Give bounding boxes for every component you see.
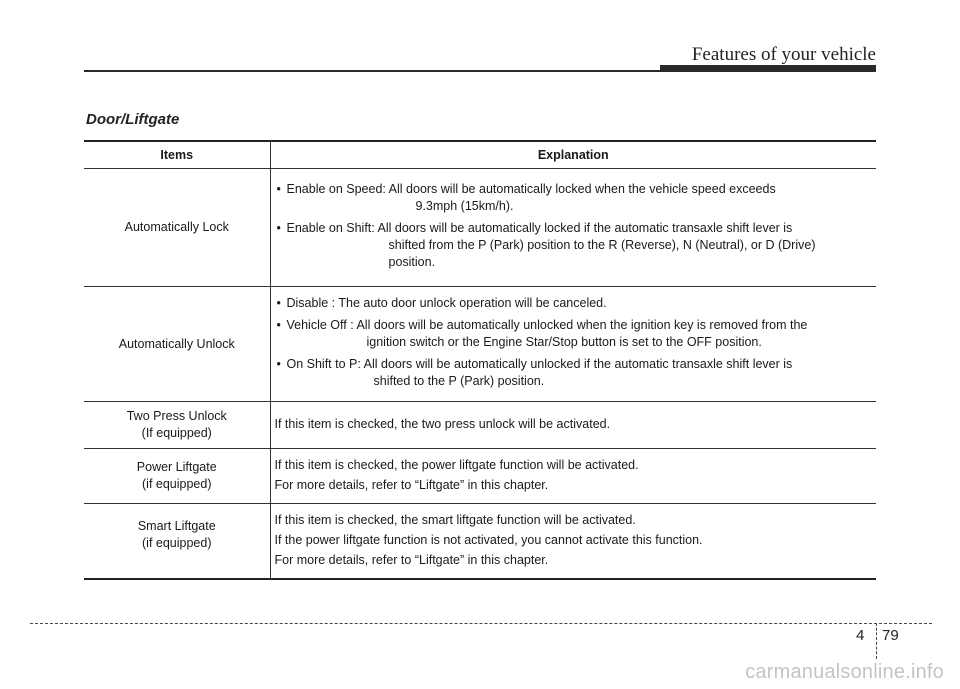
item-sublabel: (if equipped)	[142, 477, 212, 491]
footer-divider	[30, 623, 932, 624]
item-power-liftgate	[84, 449, 270, 504]
bullet-continuation: 9.3mph (15km/h).	[415, 199, 514, 213]
item-label: Automatically Lock	[124, 220, 229, 234]
explanation-line: If this item is checked, the power liftgate function will be activated.	[274, 458, 639, 472]
table-row	[84, 504, 876, 580]
bullet-text: Enable on Shift: All doors will be automatically locked if the automatic transaxle shift lever is	[286, 221, 793, 235]
page-number: 79	[882, 627, 899, 644]
header-rule-accent	[660, 65, 876, 72]
footer-page-divider	[876, 623, 877, 659]
table-row	[84, 402, 876, 449]
item-label: Two Press Unlock	[126, 409, 227, 423]
explanation-line: For more details, refer to “Liftgate” in this chapter.	[274, 553, 549, 567]
bullet-text: Enable on Speed: All doors will be automatically locked when the vehicle speed exceeds	[286, 182, 776, 196]
chapter-number: 4	[856, 627, 865, 644]
explanation-cell	[270, 287, 876, 402]
bullet-continuation: shifted from the P (Park) position to the R (Reverse), N (Neutral), or D (Drive)	[388, 238, 816, 252]
table-row	[84, 449, 876, 504]
bullet-item	[275, 220, 869, 271]
explanation-cell	[270, 402, 876, 449]
item-automatically-unlock	[84, 287, 270, 402]
item-label: Power Liftgate	[136, 460, 217, 474]
item-label: Automatically Unlock	[118, 336, 235, 351]
item-automatically-lock	[84, 169, 270, 287]
explanation-cell	[270, 169, 876, 287]
column-header-items: Items	[84, 141, 270, 169]
bullet-continuation: ignition switch or the Engine Star/Stop button is set to the OFF position.	[366, 335, 762, 349]
item-label: Smart Liftgate	[137, 519, 216, 533]
bullet-text: On Shift to P: All doors will be automatically unlocked if the automatic transaxle shift lever is	[286, 357, 793, 371]
bullet-item	[275, 356, 869, 390]
table-row	[84, 169, 876, 287]
explanation-line: If this item is checked, the two press unlock will be activated.	[274, 417, 611, 431]
explanation-cell	[270, 449, 876, 504]
table-header-row	[84, 141, 876, 169]
bullet-continuation: shifted to the P (Park) position.	[373, 374, 545, 388]
item-two-press-unlock	[84, 402, 270, 449]
item-sublabel: (if equipped)	[142, 536, 212, 550]
explanation-line: If this item is checked, the smart liftgate function will be activated.	[274, 513, 636, 527]
watermark-text: carmanualsonline.info	[745, 661, 944, 683]
explanation-cell	[270, 504, 876, 580]
section-title: Door/Liftgate	[86, 111, 180, 128]
bullet-item	[275, 181, 869, 215]
bullet-item	[275, 317, 869, 351]
page-header-title: Features of your vehicle	[691, 44, 876, 65]
bullet-text: Disable : The auto door unlock operation will be canceled.	[286, 296, 607, 310]
bullet-item	[275, 295, 869, 312]
bullet-continuation: position.	[388, 255, 436, 269]
bullet-text: Vehicle Off : All doors will be automatically unlocked when the ignition key is removed from the	[286, 318, 808, 332]
column-header-explanation: Explanation	[270, 141, 876, 169]
item-sublabel: (If equipped)	[141, 426, 212, 440]
item-smart-liftgate	[84, 504, 270, 580]
explanation-line: If the power liftgate function is not activated, you cannot activate this function.	[274, 533, 703, 547]
explanation-line: For more details, refer to “Liftgate” in this chapter.	[274, 478, 549, 492]
door-liftgate-table	[84, 140, 876, 580]
table-row	[84, 287, 876, 402]
